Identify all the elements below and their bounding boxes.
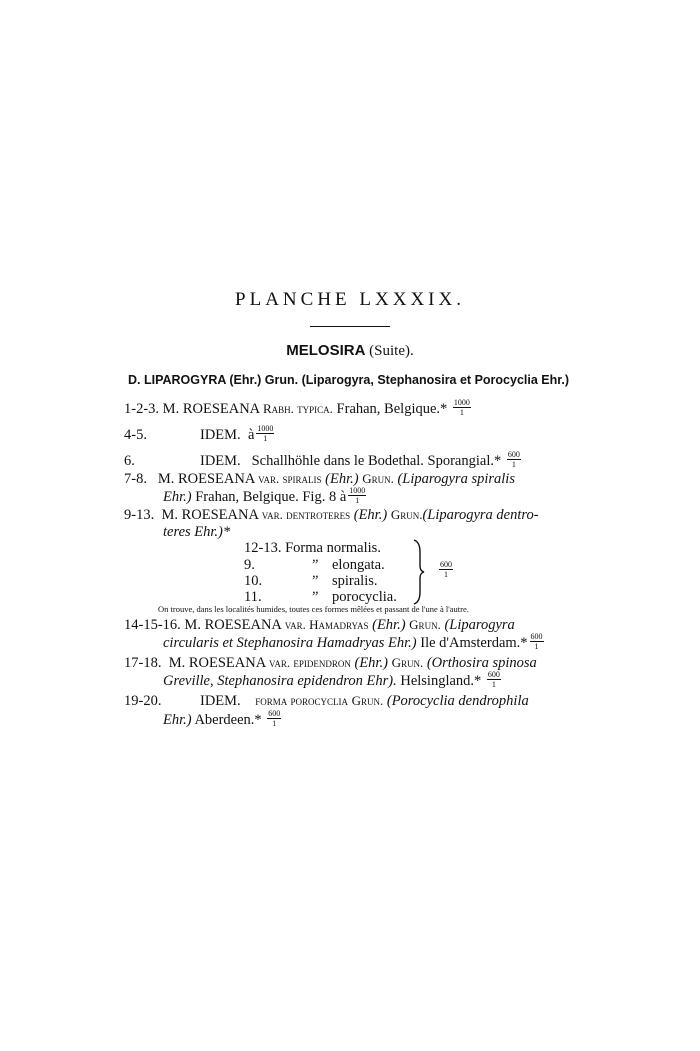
authority-grun: Grun.: [351, 693, 384, 708]
species-name: M. ROESEANA: [184, 617, 282, 633]
title-rule: [310, 326, 390, 327]
entry-5: [124, 506, 539, 524]
locality: Ile d'Amsterdam.*: [420, 635, 528, 651]
magnification: $\frac{600}{1}$: [487, 670, 500, 690]
idem-label: IDEM.: [200, 453, 241, 469]
entry-number: 14-15-16.: [124, 617, 181, 633]
synonym-end: Greville, Stephanosira epidendron Ehr).: [163, 673, 397, 689]
entry-8-body: [200, 692, 529, 710]
entry-number: 4-5.: [124, 427, 147, 443]
variety: var. Hamadryas: [284, 617, 369, 632]
genus-heading: [0, 342, 700, 360]
magnification: $\frac{1000}{1}$: [257, 424, 274, 444]
entry-8-line2: [163, 711, 281, 730]
entry-7: [124, 654, 537, 672]
locality: Aberdeen.*: [194, 712, 262, 728]
authority-grun: Grun.: [409, 617, 441, 632]
locality: Frahan, Belgique.*: [336, 401, 448, 417]
entry-3-body: [200, 452, 521, 471]
idem-label: IDEM.: [200, 693, 241, 709]
authority: (Ehr.): [353, 507, 388, 523]
entry-number: 6.: [124, 453, 135, 469]
synonym-end: Ehr.): [163, 489, 192, 505]
species-name: M. ROESEANA: [157, 471, 255, 487]
synonym: (Orthosira spinosa: [426, 655, 537, 671]
species-name: M. ROESEANA: [162, 401, 260, 417]
authority-grun: Grun.: [391, 655, 424, 670]
genus-name: MELOSIRA: [286, 342, 366, 359]
forms-magnification: $\frac{600}{1}$: [440, 560, 452, 579]
magnification: $\frac{1000}{1}$: [349, 486, 366, 506]
section-heading: D. LIPAROGYRA (Ehr.) Grun. (Liparogyra, Stephanosira et Porocyclia Ehr.): [128, 373, 570, 387]
brace-icon: [410, 538, 426, 606]
synonym: (Porocyclia dendrophila: [386, 693, 529, 709]
authority: (Ehr.): [354, 655, 388, 671]
entry-number: 1-2-3.: [124, 401, 160, 417]
entry-number: 9-13.: [124, 507, 155, 523]
authority: Rabh. typica.: [262, 401, 333, 416]
authority-grun: Grun.: [362, 471, 394, 486]
magnification: $\frac{600}{1}$: [530, 632, 543, 652]
magnification: $\frac{600}{1}$: [268, 709, 281, 729]
form-row: 12-13. Forma normalis.: [244, 540, 381, 556]
magnification: $\frac{600}{1}$: [507, 450, 520, 470]
synonym: (Liparogyra: [444, 617, 515, 633]
form-row: 10. ” spiralis.: [244, 573, 378, 589]
entry-1: [124, 400, 471, 419]
entry-number: 19-20.: [124, 693, 162, 709]
synonym-end: circularis et Stephanosira Hamadryas Ehr.): [163, 635, 417, 651]
locality: Helsingland.*: [400, 673, 482, 689]
entry-number: 17-18.: [124, 655, 162, 671]
species-name: M. ROESEANA: [168, 655, 266, 671]
entry-7-line2: [163, 672, 501, 691]
synonym: (Liparogyra dentro-: [422, 507, 539, 523]
note: On trouve, dans les localités humides, toutes ces formes mêlées et passant de l'une à l'autre.: [158, 604, 469, 614]
idem-label: IDEM.: [200, 427, 241, 443]
synonym-end: teres Ehr.)*: [163, 524, 231, 540]
scale-prefix: à: [247, 427, 255, 443]
locality: Frahan, Belgique. Fig. 8 à: [195, 489, 347, 505]
entry-4: [124, 470, 515, 488]
species-name: M. ROESEANA: [161, 507, 259, 523]
entry-5-line2: [163, 523, 230, 541]
variety: var. dentroteres: [261, 507, 351, 522]
entry-number: 7-8.: [124, 471, 147, 487]
entry-6-line2: [163, 634, 544, 653]
entry-2-body: [200, 426, 274, 445]
synonym-end: Ehr.): [163, 712, 192, 728]
authority-grun: Grun.: [390, 507, 423, 522]
locality: Schallhöhle dans le Bodethal. Sporangial.*: [251, 453, 502, 469]
entry-8: [124, 692, 161, 710]
plate-title: PLANCHE LXXXIX.: [235, 289, 465, 310]
variety: var. spiralis: [258, 471, 322, 486]
form-row: 9. ” elongata.: [244, 557, 385, 573]
entry-6: [124, 616, 515, 634]
form-row: 11. ” porocyclia.: [244, 589, 397, 605]
entry-3: [124, 452, 135, 470]
variety: var. epidendron: [269, 655, 351, 670]
authority: (Ehr.): [372, 617, 406, 633]
genus-suffix: (Suite).: [369, 343, 414, 359]
synonym: (Liparogyra spiralis: [397, 471, 515, 487]
authority: (Ehr.): [325, 471, 359, 487]
magnification: $\frac{1000}{1}$: [453, 398, 470, 418]
entry-4-line2: [163, 488, 366, 507]
entry-2: [124, 426, 147, 444]
forma: forma porocyclia: [255, 693, 348, 708]
